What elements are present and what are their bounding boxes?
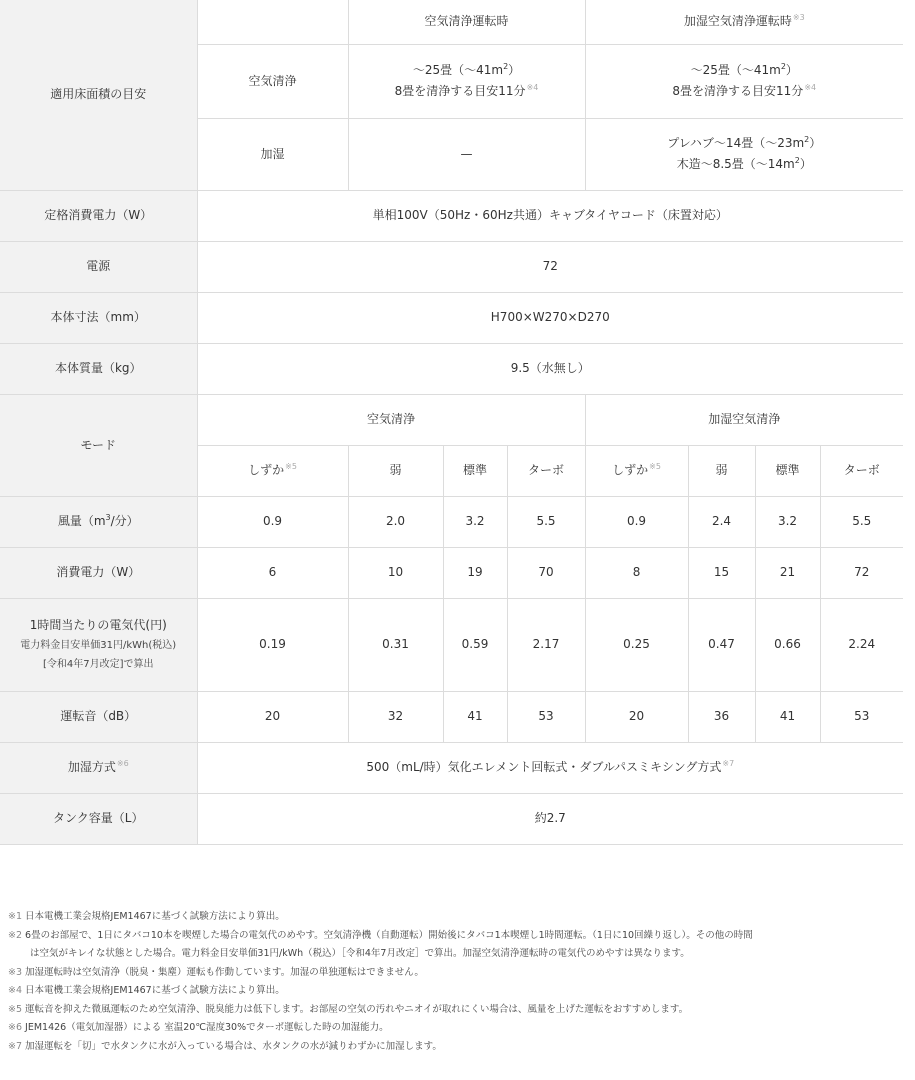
area-value: ～25畳$(\sim 41m^2)$ 8畳を清浄する目安11分$^{※4}$ [585, 44, 903, 118]
mode-level: ターボ [507, 445, 585, 496]
row-value: H700×W270×D270 [197, 292, 903, 343]
mode-level: しずか$^{※5}$ [197, 445, 348, 496]
cell: 3.2 [755, 496, 820, 547]
cell: 53 [820, 691, 903, 742]
mode-level: 標準 [443, 445, 507, 496]
mode-group-humid-clean: 加湿空気清浄 [585, 394, 903, 445]
cell: 10 [348, 547, 443, 598]
tank-capacity-row [0, 793, 903, 844]
airflow-row [0, 496, 903, 547]
cell: 8 [585, 547, 688, 598]
area-header-row [0, 0, 903, 44]
footnote: ※1 日本電機工業会規格JEM1467に基づく試験方法により算出。 [8, 911, 285, 922]
row-value: 単相100V（50Hz・60Hz共通）キャブタイヤコード（床置対応） [197, 190, 903, 241]
row-value: 9.5（水無し） [197, 343, 903, 394]
cell: 0.9 [585, 496, 688, 547]
cell: 0.19 [197, 598, 348, 691]
cell: 20 [197, 691, 348, 742]
cell: 0.59 [443, 598, 507, 691]
footnote: ※5 運転音を抑えた微風運転のため空気清浄、脱臭能力は低下します。お部屋の空気の汚れやニオイが取れにくい場合は、風量を上げた運転をおすすめします。 [8, 1003, 689, 1015]
mode-level: ターボ [820, 445, 903, 496]
cell: 2.4 [688, 496, 755, 547]
area-label: 適用床面積の目安 [0, 0, 197, 190]
footnote: ※7 加湿運転を「切」で水タンクに水が入っている場合は、水タンクの水が減りわずかに加湿します。 [8, 1040, 442, 1052]
row-value: 72 [197, 241, 903, 292]
power-consumption-row [0, 547, 903, 598]
row-label: 電源 [0, 241, 197, 292]
footnote: ※4 日本電機工業会規格JEM1467に基づく試験方法により算出。 [8, 985, 285, 996]
rated-power-row [0, 190, 903, 241]
cell: 6 [197, 547, 348, 598]
cell: 5.5 [507, 496, 585, 547]
cell: 0.47 [688, 598, 755, 691]
cell: 53 [507, 691, 585, 742]
footnote: ※2 6畳のお部屋で、1日にタバコ10本を喫煙した場合の電気代のめやす。空気清浄機（自動運転）開始後にタバコ1本喫煙し1時間運転。（1日に10回繰り返し）。その他の時間 [8, 929, 753, 941]
noise-row [0, 691, 903, 742]
row-value: 約2.7 [197, 793, 903, 844]
area-sub-label: 空気清浄 [197, 44, 348, 118]
row-value: 500（mL/時）気化エレメント回転式・ダブルパスミキシング方式$^{※7}$ [197, 742, 903, 793]
footnotes [8, 908, 913, 1056]
cell: 41 [443, 691, 507, 742]
cell: 0.9 [197, 496, 348, 547]
row-label: 定格消費電力（W） [0, 190, 197, 241]
row-label: 風量（$m^3/$分） [0, 496, 197, 547]
row-label: 加湿方式$^{※6}$ [0, 742, 197, 793]
cell: 0.25 [585, 598, 688, 691]
area-sub-label: 加湿 [197, 118, 348, 190]
footnote: ※6 JEM1426（電気加湿器）による 室温20℃湿度30%でターボ運転した時の加湿能力。 [8, 1022, 389, 1033]
mode-level: 標準 [755, 445, 820, 496]
cell: 19 [443, 547, 507, 598]
row-label: 1時間当たりの電気代(円) 電力料金目安単価31円/kWh(税込) [令和4年7月改定]で算出 [0, 598, 197, 691]
cell: 2.17 [507, 598, 585, 691]
cell: 32 [348, 691, 443, 742]
row-label: 消費電力（W） [0, 547, 197, 598]
row-label: 本体寸法（mm） [0, 292, 197, 343]
cell: 20 [585, 691, 688, 742]
area-header-humid-clean: 加湿空気清浄運転時$^{※3}$ [585, 0, 903, 44]
cell: 72 [820, 547, 903, 598]
row-label: 本体質量（kg） [0, 343, 197, 394]
cell: 0.66 [755, 598, 820, 691]
cell: 15 [688, 547, 755, 598]
cell: 21 [755, 547, 820, 598]
humidification-method-row [0, 742, 903, 793]
mode-group-row [0, 394, 903, 445]
cell: 70 [507, 547, 585, 598]
area-header-air-clean: 空気清浄運転時 [348, 0, 585, 44]
row-label: タンク容量（L） [0, 793, 197, 844]
cell: 41 [755, 691, 820, 742]
mode-level: 弱 [688, 445, 755, 496]
area-value: ～25畳$(\sim 41m^2)$ 8畳を清浄する目安11分$^{※4}$ [348, 44, 585, 118]
cell: 3.2 [443, 496, 507, 547]
cell: 36 [688, 691, 755, 742]
mode-level: 弱 [348, 445, 443, 496]
area-blank-header [197, 0, 348, 44]
power-source-row [0, 241, 903, 292]
cell: 5.5 [820, 496, 903, 547]
area-value: — [348, 118, 585, 190]
cell: 0.31 [348, 598, 443, 691]
area-value: プレハブ～14畳$(\sim 23m^2)$ 木造～8.5畳$(\sim 14m^2)$ [585, 118, 903, 190]
footnote: ※3 加湿運転時は空気清浄（脱臭・集塵）運転も作動しています。加湿の単独運転はできません。 [8, 966, 424, 978]
cell: 2.24 [820, 598, 903, 691]
mode-label: モード [0, 394, 197, 496]
mode-level: しずか$^{※5}$ [585, 445, 688, 496]
footnote-continuation: は空気がキレイな状態とした場合。電力料金目安単価31円/kWh（税込）［令和4年7月改定］で算出。加湿空気清浄運転時の電気代のめやすは異なります。 [30, 948, 690, 959]
dimensions-row [0, 292, 903, 343]
cell: 2.0 [348, 496, 443, 547]
electricity-cost-row [0, 598, 903, 691]
mode-group-air-clean: 空気清浄 [197, 394, 585, 445]
row-label: 運転音（dB） [0, 691, 197, 742]
weight-row [0, 343, 903, 394]
